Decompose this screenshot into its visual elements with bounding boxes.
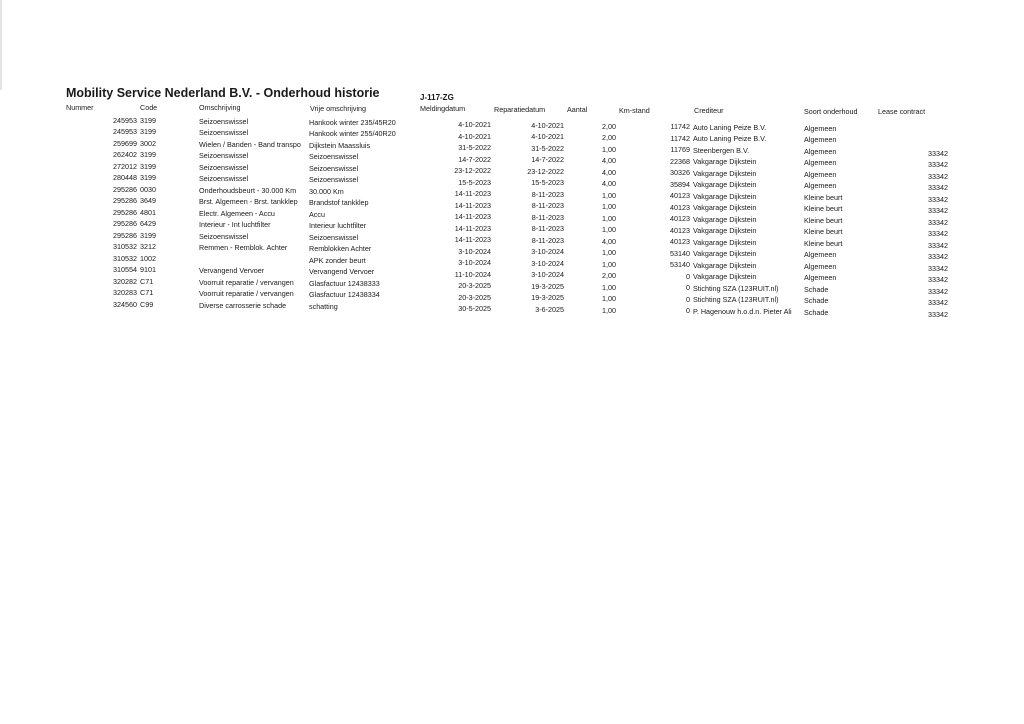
- cell-crediteur-naam: Stichting SZA (123RUIT.nl): [693, 283, 779, 293]
- cell-omschrijving: Wielen / Banden - Band transpo: [199, 139, 301, 149]
- cell-reparatiedatum: 3-6-2025: [535, 304, 564, 314]
- cell-nummer: 262402: [113, 150, 137, 160]
- cell-nummer: 295286: [113, 196, 137, 206]
- cell-omschrijving: Brst. Algemeen - Brst. tankklep: [199, 197, 298, 207]
- cell-aantal: 4,00: [602, 167, 616, 177]
- cell-aantal: 1,00: [602, 213, 616, 223]
- cell-crediteur-naam: P. Hagenouw h.o.d.n. Pieter Ali: [693, 306, 792, 316]
- cell-omschrijving: Voorruit reparatie / vervangen: [199, 277, 294, 287]
- cell-lease-contract: 33342: [928, 229, 948, 239]
- cell-aantal: 1,00: [602, 202, 616, 212]
- cell-aantal: 1,00: [602, 305, 616, 315]
- cell-omschrijving: Seizoenswissel: [199, 162, 249, 172]
- cell-meldingdatum: 23-12-2022: [454, 166, 491, 176]
- cell-crediteur-nummer: 11769: [670, 145, 690, 155]
- cell-lease-contract: 33342: [928, 171, 948, 181]
- cell-code: C71: [140, 276, 154, 286]
- cell-aantal: 4,00: [602, 179, 616, 189]
- cell-crediteur-nummer: 40123: [670, 191, 690, 201]
- cell-aantal: 2,00: [602, 121, 616, 131]
- cell-lease-contract: 33342: [928, 240, 948, 250]
- cell-code: 3002: [140, 138, 156, 148]
- cell-meldingdatum: 30-5-2025: [458, 304, 491, 314]
- cell-omschrijving: Remmen - Remblok. Achter: [199, 243, 288, 253]
- cell-soort-onderhoud: Algemeen: [804, 135, 837, 145]
- cell-crediteur-nummer: 35894: [670, 179, 690, 189]
- cell-lease-contract: 33342: [928, 183, 948, 193]
- cell-lease-contract: 33342: [928, 263, 948, 273]
- cell-code: 3199: [140, 115, 156, 125]
- cell-crediteur-nummer: 22368: [670, 156, 690, 166]
- cell-soort-onderhoud: Kleine beurt: [804, 227, 843, 237]
- cell-reparatiedatum: 3-10-2024: [531, 270, 564, 280]
- cell-reparatiedatum: 14-7-2022: [531, 155, 564, 165]
- cell-soort-onderhoud: Algemeen: [804, 169, 837, 179]
- cell-omschrijving: Seizoenswissel: [199, 116, 249, 126]
- cell-lease-contract: 33342: [928, 148, 948, 158]
- header-reparatiedatum: Reparatiedatum: [494, 105, 546, 114]
- cell-lease-contract: 33342: [928, 275, 948, 285]
- cell-crediteur-naam: Vakgarage Dijkstein: [693, 249, 757, 259]
- cell-soort-onderhoud: Algemeen: [804, 146, 837, 156]
- cell-code: 3199: [140, 173, 156, 183]
- cell-omschrijving: Electr. Algemeen - Accu: [199, 208, 275, 218]
- cell-soort-onderhoud: Algemeen: [804, 123, 837, 133]
- cell-meldingdatum: 4-10-2021: [458, 120, 491, 130]
- cell-vrije-omschrijving: Vervangend Vervoer: [309, 267, 375, 277]
- cell-soort-onderhoud: Algemeen: [804, 181, 837, 191]
- cell-soort-onderhoud: Kleine beurt: [804, 204, 843, 214]
- header-nummer: Nummer: [66, 103, 94, 112]
- cell-crediteur-nummer: 30326: [670, 168, 690, 178]
- header-aantal: Aantal: [567, 105, 588, 114]
- cell-omschrijving: Seizoenswissel: [199, 151, 249, 161]
- cell-nummer: 280448: [113, 173, 137, 183]
- header-omschrijving: Omschrijving: [199, 103, 241, 112]
- cell-omschrijving: Seizoenswissel: [199, 231, 249, 241]
- cell-soort-onderhoud: Kleine beurt: [804, 192, 843, 202]
- cell-reparatiedatum: 19-3-2025: [531, 281, 564, 291]
- cell-soort-onderhoud: Schade: [804, 307, 829, 317]
- cell-soort-onderhoud: Algemeen: [804, 250, 837, 260]
- cell-crediteur-nummer: 11742: [670, 122, 690, 132]
- cell-nummer: 295286: [113, 184, 137, 194]
- cell-meldingdatum: 3-10-2024: [458, 258, 491, 268]
- cell-crediteur-nummer: 40123: [670, 214, 690, 224]
- header-meldingdatum: Meldingdatum: [420, 104, 466, 113]
- cell-code: C71: [140, 288, 154, 298]
- cell-vrije-omschrijving: Dijkstein Maassluis: [309, 140, 371, 150]
- cell-nummer: 245953: [113, 115, 137, 125]
- cell-nummer: 324560: [113, 299, 137, 309]
- cell-vrije-omschrijving: Seizoenswissel: [309, 163, 359, 173]
- cell-reparatiedatum: 4-10-2021: [531, 120, 564, 130]
- cell-crediteur-naam: Auto Laning Peize B.V.: [693, 122, 767, 132]
- cell-omschrijving: Seizoenswissel: [199, 128, 249, 138]
- cell-crediteur-naam: Vakgarage Dijkstein: [693, 191, 757, 201]
- scan-edge: [0, 0, 2, 90]
- cell-reparatiedatum: 8-11-2023: [531, 201, 564, 211]
- cell-soort-onderhoud: Schade: [804, 296, 829, 306]
- header-vrije-omschrijving: Vrije omschrijving: [310, 104, 367, 113]
- cell-vrije-omschrijving: Seizoenswissel: [309, 152, 359, 162]
- cell-soort-onderhoud: Schade: [804, 284, 829, 294]
- cell-vrije-omschrijving: Hankook winter 255/40R20: [309, 129, 396, 139]
- cell-soort-onderhoud: Kleine beurt: [804, 238, 843, 248]
- cell-crediteur-naam: Auto Laning Peize B.V.: [693, 134, 767, 144]
- cell-crediteur-naam: Vakgarage Dijkstein: [693, 237, 757, 247]
- cell-lease-contract: 33342: [928, 206, 948, 216]
- header-km-stand: Km-stand: [619, 106, 650, 115]
- cell-aantal: 1,00: [602, 190, 616, 200]
- cell-nummer: 310532: [113, 242, 137, 252]
- cell-reparatiedatum: 8-11-2023: [531, 235, 564, 245]
- cell-omschrijving: Vervangend Vervoer: [199, 266, 265, 276]
- cell-code: 3199: [140, 161, 156, 171]
- cell-omschrijving: Interieur - Int luchtfilter: [199, 220, 271, 230]
- cell-code: 9101: [140, 265, 156, 275]
- report-title: Mobility Service Nederland B.V. - Onderhoud historie: [66, 86, 380, 100]
- cell-crediteur-naam: Vakgarage Dijkstein: [693, 272, 757, 282]
- cell-omschrijving: Diverse carrosserie schade: [199, 300, 287, 310]
- cell-crediteur-nummer: 0: [686, 294, 690, 304]
- cell-crediteur-naam: Stichting SZA (123RUIT.nl): [693, 295, 779, 305]
- cell-nummer: 310532: [113, 253, 137, 263]
- cell-soort-onderhoud: Kleine beurt: [804, 215, 843, 225]
- cell-aantal: 1,00: [602, 294, 616, 304]
- cell-code: 6429: [140, 219, 156, 229]
- cell-code: 3199: [140, 127, 156, 137]
- cell-vrije-omschrijving: Glasfactuur 12438334: [309, 290, 380, 300]
- cell-crediteur-nummer: 11742: [670, 133, 690, 143]
- cell-crediteur-nummer: 0: [686, 306, 690, 316]
- cell-code: C99: [140, 299, 154, 309]
- cell-crediteur-naam: Vakgarage Dijkstein: [693, 168, 757, 178]
- cell-crediteur-nummer: 40123: [670, 202, 690, 212]
- cell-vrije-omschrijving: Hankook winter 235/45R20: [309, 117, 396, 127]
- cell-meldingdatum: 14-11-2023: [454, 200, 491, 210]
- cell-crediteur-nummer: 0: [686, 271, 690, 281]
- cell-aantal: 1,00: [602, 282, 616, 292]
- cell-reparatiedatum: 3-10-2024: [531, 258, 564, 268]
- cell-aantal: 1,00: [602, 144, 616, 154]
- header-lease-contract: Lease contract: [878, 107, 926, 116]
- cell-code: 3199: [140, 150, 156, 160]
- cell-vrije-omschrijving: Glasfactuur 12438333: [309, 278, 380, 288]
- cell-crediteur-naam: Vakgarage Dijkstein: [693, 157, 757, 167]
- cell-omschrijving: Seizoenswissel: [199, 174, 249, 184]
- header-crediteur: Crediteur: [694, 106, 724, 115]
- cell-soort-onderhoud: Algemeen: [804, 273, 837, 283]
- cell-nummer: 295286: [113, 230, 137, 240]
- cell-crediteur-naam: Vakgarage Dijkstein: [693, 180, 757, 190]
- cell-vrije-omschrijving: Seizoenswissel: [309, 175, 359, 185]
- cell-reparatiedatum: 8-11-2023: [531, 224, 564, 234]
- cell-crediteur-nummer: 40123: [670, 237, 690, 247]
- cell-code: 1002: [140, 253, 156, 263]
- cell-meldingdatum: 3-10-2024: [458, 246, 491, 256]
- cell-vrije-omschrijving: Remblokken Achter: [309, 244, 372, 254]
- cell-crediteur-naam: Vakgarage Dijkstein: [693, 203, 757, 213]
- cell-code: 4801: [140, 207, 156, 217]
- cell-nummer: 295286: [113, 207, 137, 217]
- cell-meldingdatum: 20-3-2025: [458, 292, 491, 302]
- cell-crediteur-naam: Steenbergen B.V.: [693, 145, 750, 155]
- cell-crediteur-naam: Vakgarage Dijkstein: [693, 260, 757, 270]
- cell-nummer: 295286: [113, 219, 137, 229]
- cell-aantal: 1,00: [602, 225, 616, 235]
- cell-aantal: 1,00: [602, 259, 616, 269]
- cell-meldingdatum: 14-7-2022: [458, 154, 491, 164]
- cell-lease-contract: 33342: [928, 217, 948, 227]
- cell-aantal: 2,00: [602, 271, 616, 281]
- cell-omschrijving: Onderhoudsbeurt - 30.000 Km: [199, 185, 297, 195]
- header-code: Code: [140, 103, 158, 112]
- cell-crediteur-nummer: 0: [686, 283, 690, 293]
- cell-code: 3199: [140, 230, 156, 240]
- cell-reparatiedatum: 15-5-2023: [531, 178, 564, 188]
- header-soort-onderhoud: Soort onderhoud: [804, 107, 858, 116]
- cell-nummer: 310554: [113, 265, 137, 275]
- cell-code: 0030: [140, 184, 156, 194]
- cell-nummer: 320283: [113, 288, 137, 298]
- cell-meldingdatum: 20-3-2025: [458, 281, 491, 291]
- cell-meldingdatum: 15-5-2023: [458, 177, 491, 187]
- cell-vrije-omschrijving: APK zonder beurt: [309, 255, 366, 265]
- cell-aantal: 2,00: [602, 133, 616, 143]
- cell-aantal: 4,00: [602, 156, 616, 166]
- cell-reparatiedatum: 4-10-2021: [531, 132, 564, 142]
- cell-vrije-omschrijving: Interieur luchtfilter: [309, 221, 367, 231]
- cell-meldingdatum: 14-11-2023: [454, 212, 491, 222]
- cell-vrije-omschrijving: Brandstof tankklep: [309, 198, 369, 208]
- cell-reparatiedatum: 8-11-2023: [531, 212, 564, 222]
- cell-meldingdatum: 14-11-2023: [454, 189, 491, 199]
- cell-reparatiedatum: 3-10-2024: [531, 247, 564, 257]
- cell-soort-onderhoud: Algemeen: [804, 261, 837, 271]
- cell-soort-onderhoud: Algemeen: [804, 158, 837, 168]
- cell-vrije-omschrijving: Accu: [309, 209, 325, 219]
- cell-crediteur-nummer: 53140: [670, 260, 690, 270]
- cell-meldingdatum: 14-11-2023: [454, 223, 491, 233]
- cell-lease-contract: 33342: [928, 160, 948, 170]
- cell-omschrijving: Voorruit reparatie / vervangen: [199, 289, 294, 299]
- license-plate: J-117-ZG: [420, 93, 454, 102]
- cell-aantal: 1,00: [602, 248, 616, 258]
- cell-nummer: 320282: [113, 276, 137, 286]
- cell-lease-contract: 33342: [928, 286, 948, 296]
- cell-nummer: 259699: [113, 138, 137, 148]
- cell-code: 3212: [140, 242, 156, 252]
- cell-aantal: 4,00: [602, 236, 616, 246]
- cell-crediteur-naam: Vakgarage Dijkstein: [693, 214, 757, 224]
- cell-reparatiedatum: 8-11-2023: [531, 189, 564, 199]
- cell-crediteur-nummer: 53140: [670, 248, 690, 258]
- cell-meldingdatum: 31-5-2022: [458, 143, 491, 153]
- cell-lease-contract: 33342: [928, 309, 948, 319]
- cell-meldingdatum: 4-10-2021: [458, 131, 491, 141]
- cell-nummer: 245953: [113, 127, 137, 137]
- cell-meldingdatum: 11-10-2024: [454, 269, 491, 279]
- cell-vrije-omschrijving: schatting: [309, 301, 338, 311]
- cell-reparatiedatum: 19-3-2025: [531, 293, 564, 303]
- cell-nummer: 272012: [113, 161, 137, 171]
- cell-reparatiedatum: 23-12-2022: [527, 166, 564, 176]
- cell-lease-contract: 33342: [928, 194, 948, 204]
- cell-reparatiedatum: 31-5-2022: [531, 143, 564, 153]
- cell-crediteur-naam: Vakgarage Dijkstein: [693, 226, 757, 236]
- cell-meldingdatum: 14-11-2023: [454, 235, 491, 245]
- cell-lease-contract: 33342: [928, 298, 948, 308]
- cell-code: 3649: [140, 196, 156, 206]
- cell-vrije-omschrijving: 30.000 Km: [309, 186, 344, 196]
- cell-vrije-omschrijving: Seizoenswissel: [309, 232, 359, 242]
- cell-lease-contract: 33342: [928, 252, 948, 262]
- cell-crediteur-nummer: 40123: [670, 225, 690, 235]
